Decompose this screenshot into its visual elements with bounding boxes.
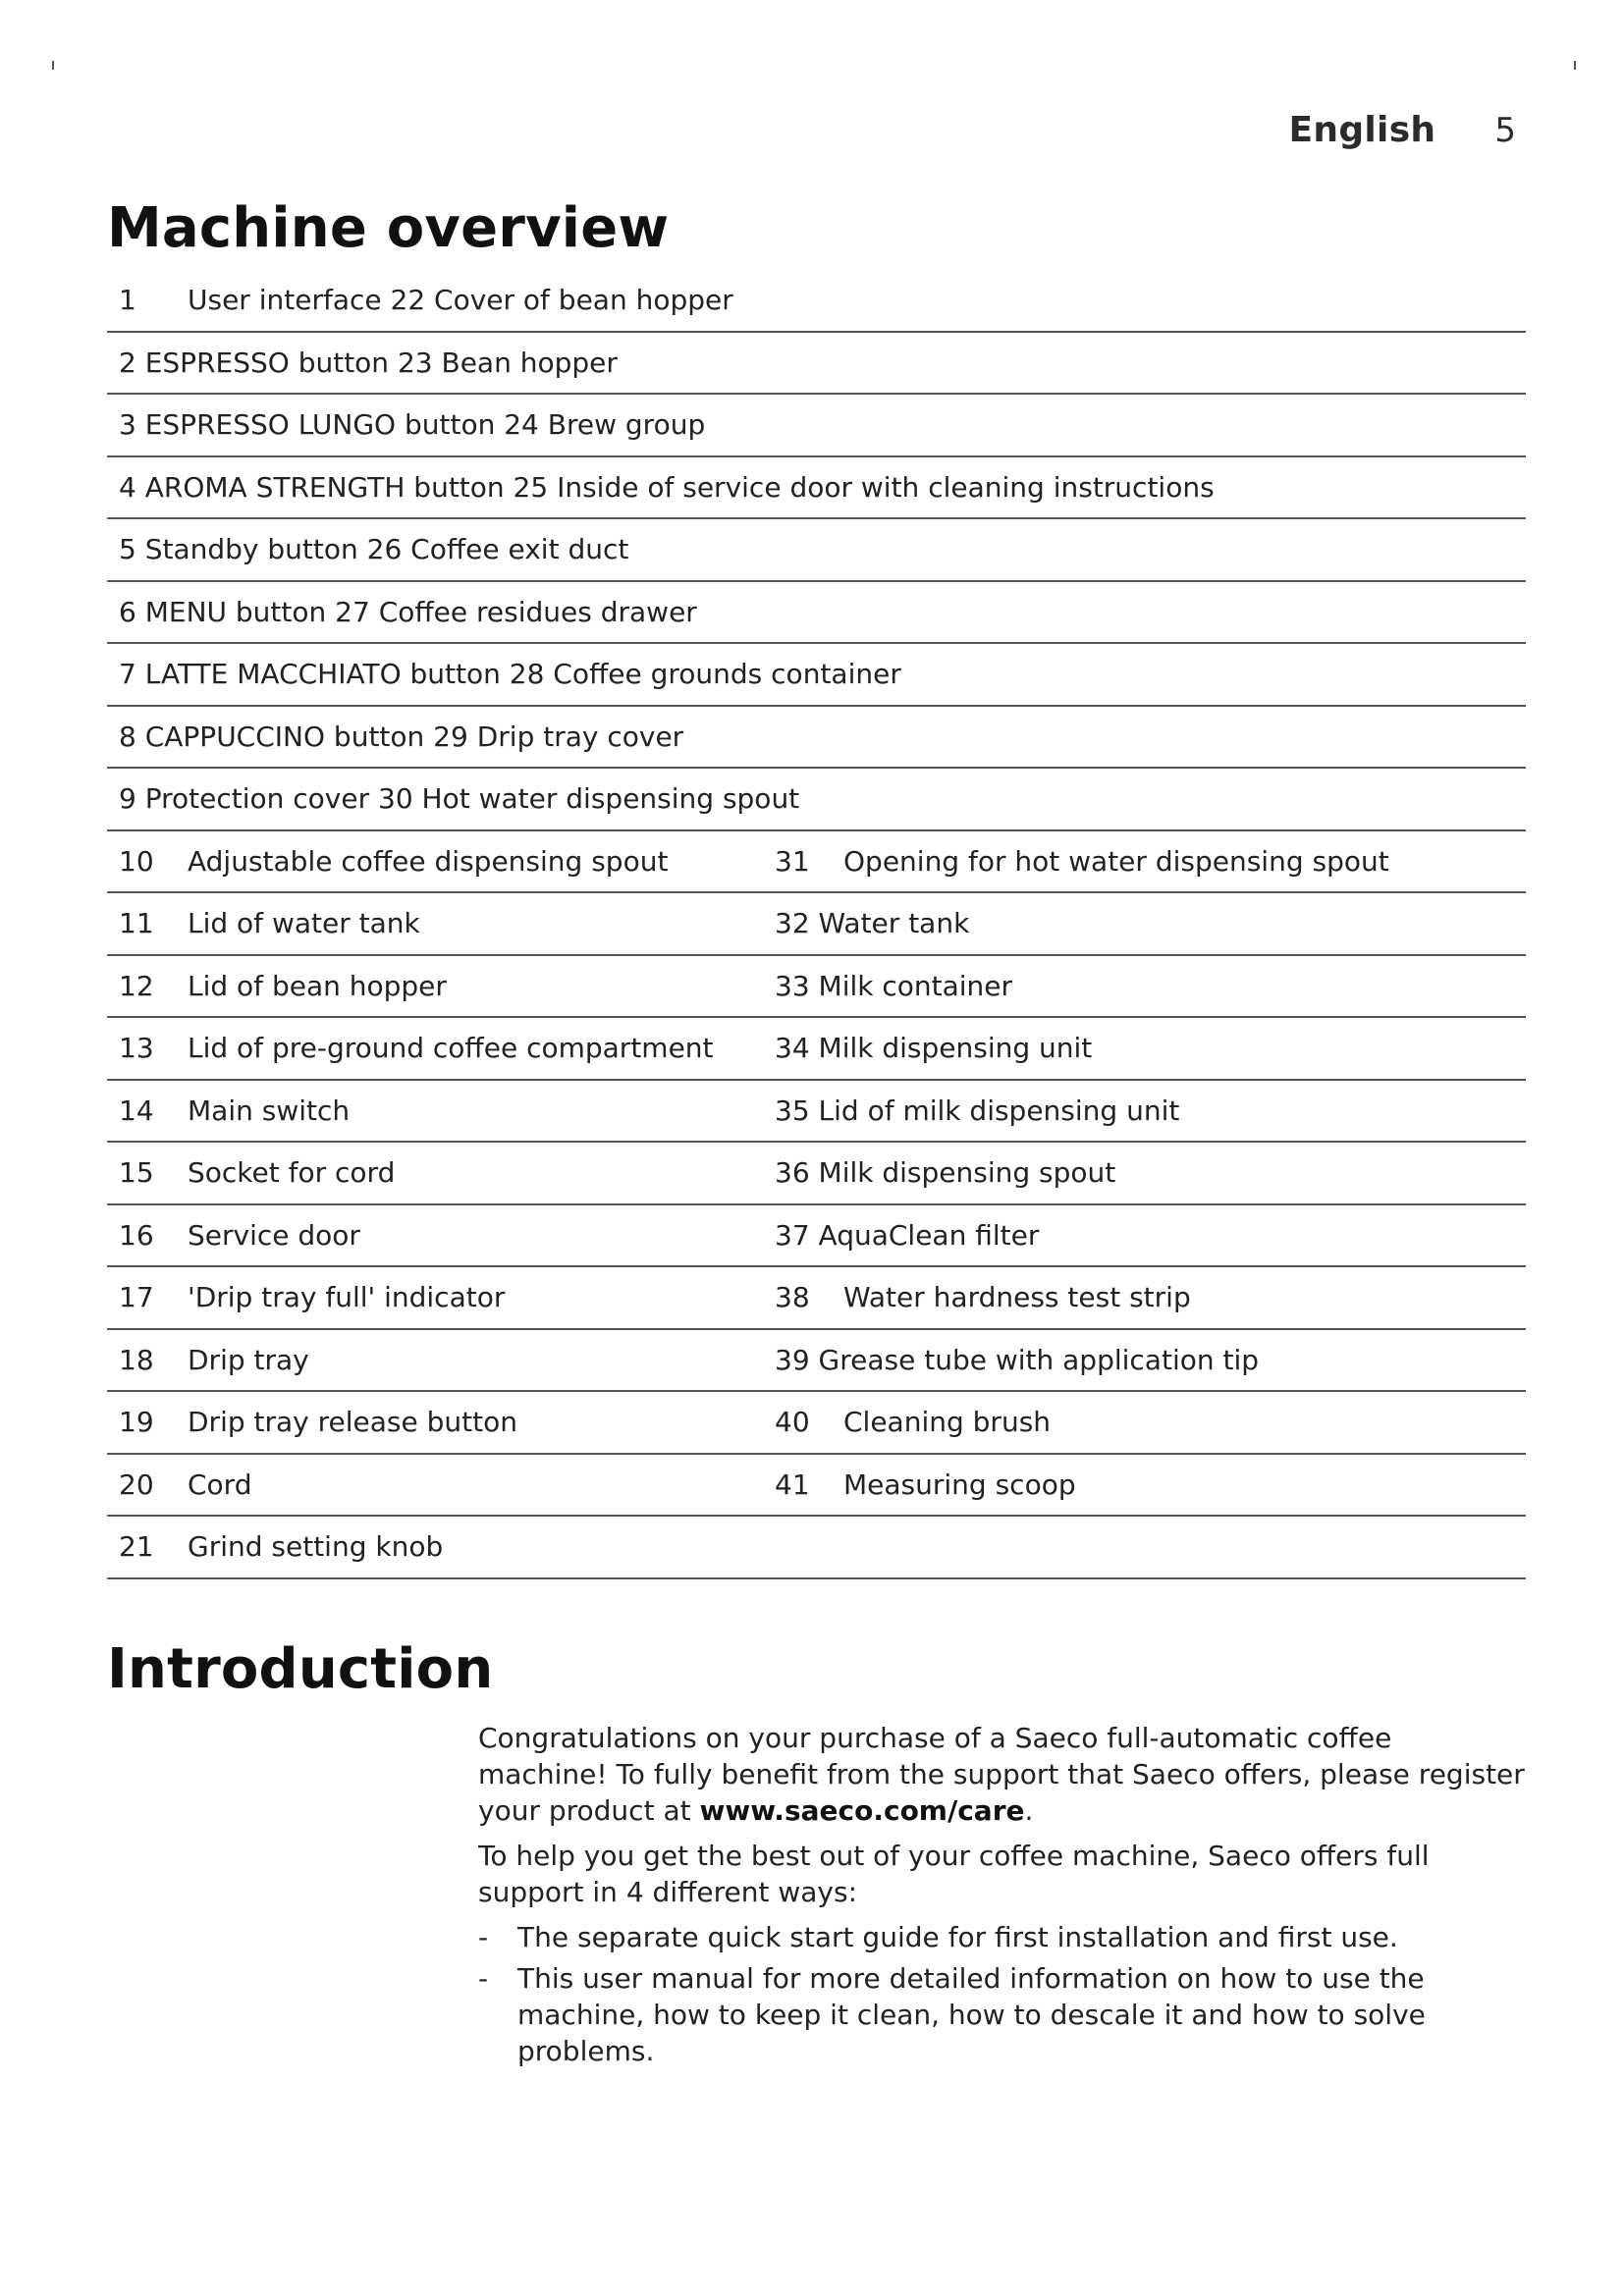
left-column-cell [107, 1156, 775, 1189]
part-entry: 6 MENU button 27 Coffee residues drawer [119, 595, 697, 628]
saeco-care-link[interactable]: www.saeco.com/care [699, 1794, 1025, 1827]
part-label: User interface 22 Cover of bean hopper [188, 284, 733, 317]
left-column-cell [107, 907, 775, 939]
part-label: Cleaning brush [843, 1406, 1052, 1439]
left-column-cell [107, 1032, 775, 1064]
part-label: Cord [188, 1468, 252, 1501]
table-row [107, 644, 1526, 707]
table-row [107, 1143, 1526, 1205]
table-row [107, 1455, 1526, 1518]
part-number: 14 [119, 1094, 154, 1127]
table-row [107, 769, 1526, 831]
part-entry: 2 ESPRESSO button 23 Bean hopper [119, 346, 618, 379]
part-number: 17 [119, 1281, 154, 1314]
part-label: Measuring scoop [843, 1468, 1076, 1501]
introduction-body [478, 1720, 1529, 2074]
bullet-dash: - [478, 1921, 489, 1953]
part-number: 38 [775, 1281, 810, 1314]
crop-mark-right [1574, 61, 1576, 70]
table-row [107, 1267, 1526, 1330]
part-label: Lid of bean hopper [188, 969, 447, 1002]
part-number: 12 [119, 969, 154, 1002]
part-label: 'Drip tray full' indicator [188, 1281, 506, 1314]
part-label: Drip tray release button [188, 1406, 517, 1439]
left-column-cell [107, 1095, 775, 1127]
part-number: 31 [775, 844, 810, 878]
section-title-machine-overview: Machine overview [107, 196, 670, 260]
left-column-cell [107, 1219, 775, 1252]
table-row [107, 1392, 1526, 1455]
bullet-dash: - [478, 1962, 489, 1995]
part-number: 21 [119, 1530, 154, 1564]
part-entry: 7 LATTE MACCHIATO button 28 Coffee grounds container [119, 658, 901, 691]
left-column-cell [107, 845, 775, 878]
list-item [478, 1960, 1529, 2069]
part-label: Opening for hot water dispensing spout [843, 844, 1389, 878]
part-label: Lid of water tank [188, 907, 420, 940]
table-row [107, 1517, 1526, 1579]
intro-paragraph-1-text: Congratulations on your purchase of a Saeco full-automatic coffee machine! To fully benefit from the support that Saeco offers, please register your product at [478, 1722, 1525, 1827]
table-row [107, 1205, 1526, 1268]
left-column-cell [107, 970, 775, 1002]
part-number: 18 [119, 1343, 154, 1376]
left-column-cell [107, 1406, 775, 1438]
part-number: 16 [119, 1218, 154, 1252]
section-title-introduction: Introduction [107, 1637, 494, 1701]
part-label: Main switch [188, 1094, 351, 1127]
left-column-cell [107, 1530, 775, 1563]
table-row [107, 333, 1526, 396]
table-row [107, 1081, 1526, 1144]
part-entry: 34 Milk dispensing unit [775, 1032, 1093, 1065]
part-number: 15 [119, 1156, 154, 1190]
part-entry: 3 ESPRESSO LUNGO button 24 Brew group [119, 408, 706, 442]
part-label: Adjustable coffee dispensing spout [188, 844, 669, 878]
left-column-cell [107, 1468, 775, 1501]
part-entry: 8 CAPPUCCINO button 29 Drip tray cover [119, 720, 684, 753]
part-label: Lid of pre-ground coffee compartment [188, 1032, 714, 1065]
part-entry: 9 Protection cover 30 Hot water dispensing spout [119, 782, 800, 816]
part-number: 10 [119, 844, 154, 878]
table-row [107, 707, 1526, 770]
table-row [107, 519, 1526, 582]
part-entry: 5 Standby button 26 Coffee exit duct [119, 533, 629, 566]
part-label: Grind setting knob [188, 1530, 444, 1564]
support-list [478, 1919, 1529, 2069]
part-number: 20 [119, 1468, 154, 1501]
right-column-cell [775, 1468, 1076, 1501]
part-number: 13 [119, 1032, 154, 1065]
part-entry: 36 Milk dispensing spout [775, 1156, 1116, 1190]
table-row [107, 1018, 1526, 1081]
table-row [107, 956, 1526, 1019]
part-number: 1 [119, 284, 136, 317]
part-entry: 33 Milk container [775, 969, 1013, 1002]
parts-table [107, 270, 1526, 1579]
page-number: 5 [1494, 111, 1516, 150]
intro-paragraph-2: To help you get the best out of your coffee machine, Saeco offers full support in 4 different ways: [478, 1840, 1430, 1908]
part-number: 19 [119, 1406, 154, 1439]
list-item-text: The separate quick start guide for first installation and first use. [517, 1921, 1398, 1953]
part-label: Service door [188, 1218, 360, 1252]
table-row [107, 893, 1526, 956]
table-row [107, 270, 1526, 333]
part-entry: 37 AquaClean filter [775, 1218, 1040, 1252]
left-column-cell [107, 1344, 775, 1376]
part-number: 11 [119, 907, 154, 940]
part-label: Socket for cord [188, 1156, 396, 1190]
list-item [478, 1919, 1529, 1955]
intro-paragraph-1 [478, 1720, 1529, 1829]
page-header [1289, 110, 1516, 150]
language-label: English [1288, 110, 1436, 150]
table-row [107, 395, 1526, 457]
part-number: 41 [775, 1468, 810, 1501]
part-label: Drip tray [188, 1343, 309, 1376]
part-label: Water hardness test strip [843, 1281, 1191, 1314]
right-column-cell [775, 1406, 1051, 1438]
left-column-cell [107, 1281, 775, 1313]
table-row [107, 457, 1526, 520]
crop-mark-left [52, 61, 54, 70]
part-entry: 32 Water tank [775, 907, 970, 940]
intro-paragraph-1-end: . [1024, 1794, 1034, 1827]
table-row [107, 582, 1526, 645]
part-entry: 35 Lid of milk dispensing unit [775, 1094, 1180, 1127]
part-entry: 39 Grease tube with application tip [775, 1343, 1260, 1376]
right-column-cell [775, 1281, 1191, 1313]
part-entry: 4 AROMA STRENGTH button 25 Inside of service door with cleaning instructions [119, 470, 1215, 504]
list-item-text: This user manual for more detailed information on how to use the machine, how to keep it clean, how to descale it and how to solve problems. [517, 1962, 1426, 2067]
right-column-cell [775, 845, 1389, 878]
part-number: 40 [775, 1406, 810, 1439]
table-row [107, 831, 1526, 894]
table-row [107, 1330, 1526, 1393]
